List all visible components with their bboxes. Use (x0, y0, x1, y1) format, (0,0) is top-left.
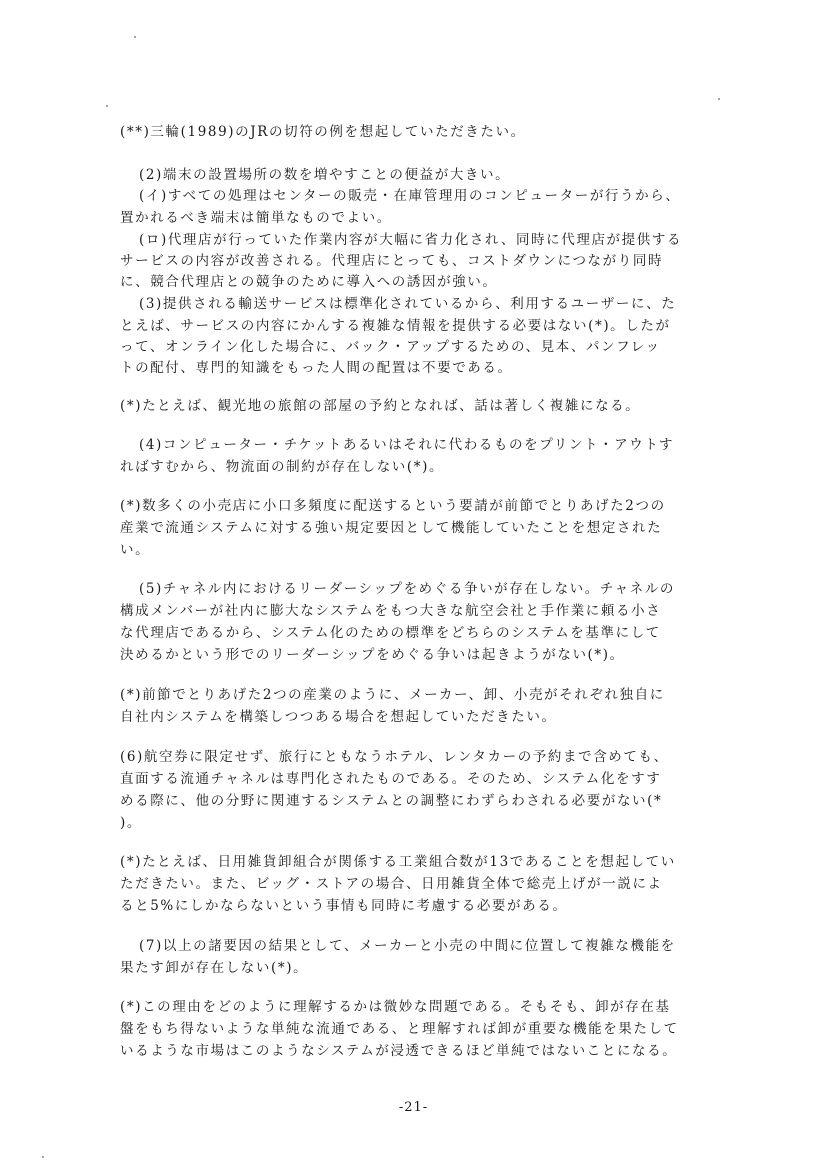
scan-speck (718, 98, 720, 100)
text-line: に、競合代理店との競争のために導入への誘因が強い。 (120, 274, 498, 290)
text-line: ただきたい。また、ビッグ・ストアの場合、日用雑貨全体で総売上げが一説によ (120, 876, 663, 892)
text-line: い。 (120, 542, 151, 558)
text-line: (*)たとえば、日用雑貨卸組合が関係する工業組合数が13であることを想起してい (120, 854, 676, 870)
text-line: (4)コンピューター・チケットあるいはそれに代わるものをプリント・アウトす (139, 437, 675, 453)
text-line: (*)たとえば、観光地の旅館の部屋の予約となれば、話は著しく複雑になる。 (120, 398, 641, 414)
page-number: -21- (398, 1100, 429, 1115)
text-line: (*)この理由をどのように理解するかは微妙な問題である。そもそも、卸が存在基 (120, 999, 671, 1015)
text-line: トの配付、専門的知識をもった人間の配置は不要である。 (120, 360, 513, 376)
text-line: とえば、サービスの内容にかんする複雑な情報を提供する必要はない(*)。したが (120, 318, 671, 334)
scan-speck (42, 1156, 44, 1158)
text-line: ればすむから、物流面の制約が存在しない(*)。 (120, 459, 445, 475)
text-line: サービスの内容が改善される。代理店にとっても、コストダウンにつながり同時 (120, 253, 664, 269)
text-line: (7)以上の諸要因の結果として、メーカーと小売の中間に位置して複雑な機能を (139, 938, 676, 954)
scan-speck (134, 36, 136, 38)
text-line: ると5%にしかならないという事情も同時に考慮する必要がある。 (120, 898, 568, 914)
text-line: 産業で流通システムに対する強い規定要因として機能していたことを想定された (120, 520, 663, 536)
text-line: (**)三輪(1989)のJRの切符の例を想起していただきたい。 (120, 124, 526, 140)
text-line: (6)航空券に限定せず、旅行にともなうホテル、レンタカーの予約まで含めても、 (120, 749, 669, 765)
text-line: 果たす卸が存在しない(*)。 (120, 960, 309, 976)
text-line: 盤をもち得ないような単純な流通である、と理解すれば卸が重要な機能を果たして (120, 1021, 679, 1037)
text-line: める際に、他の分野に関連するシステムとの調整にわずらわされる必要がない(* (120, 793, 663, 809)
text-line: (5)チャネル内におけるリーダーシップをめぐる争いが存在しない。チャネルの (139, 581, 675, 597)
text-line: 直面する流通チャネルは専門化されたものである。そのため、システム化をすす (120, 771, 662, 787)
text-line: (イ)すべての処理はセンターの販売・在庫管理用のコンピューターが行うから、 (139, 188, 681, 204)
text-line: な代理店であるから、システム化のための標準をどちらのシステムを基準にして (120, 625, 661, 641)
text-line: 決めるかという形でのリーダーシップをめぐる争いは起きようがない(*)。 (120, 647, 625, 663)
text-line: (ロ)代理店が行っていた作業内容が大幅に省力化され、同時に代理店が提供する (139, 232, 683, 248)
text-line: (*)前節でとりあげた2つの産業のように、メーカー、卸、小売がそれぞれ独自に (120, 687, 665, 703)
text-line: )。 (120, 815, 142, 831)
text-line: (3)提供される輸送サービスは標準化されているから、利用するユーザーに、た (139, 296, 677, 312)
text-line: (2)端末の設置場所の数を増やすことの便益が大きい。 (139, 167, 511, 183)
text-line: って、オンライン化した場合に、バック・アップするための、見本、パンフレッ (120, 339, 661, 355)
text-line: 置かれるべき端末は簡単なものでよい。 (120, 210, 392, 226)
text-line: 自社内システムを構築しつつある場合を想起していただきたい。 (120, 709, 557, 725)
text-line: (*)数多くの小売店に小口多頻度に配送するという要請が前節でとりあげた2つの (120, 498, 666, 514)
text-line: 構成メンバーが社内に膨大なシステムをもつ大きな航空会社と手作業に頼る小さ (120, 603, 662, 619)
text-line: いるような市場はこのようなシステムが浸透できるほど単純ではないことになる。 (120, 1043, 678, 1059)
scan-speck (106, 105, 108, 107)
